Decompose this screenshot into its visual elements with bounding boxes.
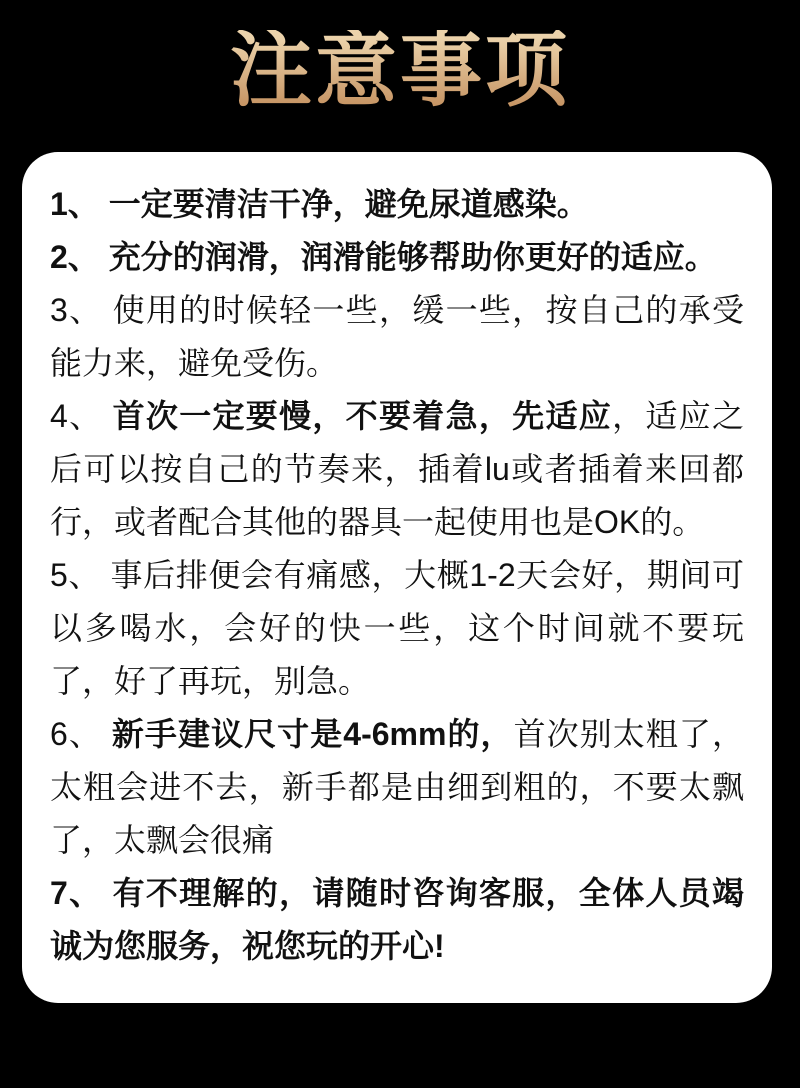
notice-item-segment: 首次别太粗了，太粗会进不去，新手都是由细到粗的，不要太飘了，太飘会很痛 xyxy=(50,716,744,858)
notice-item xyxy=(50,390,744,549)
notice-list xyxy=(50,178,744,973)
notice-item-segment: 首次一定要慢，不要着急，先适应 xyxy=(112,398,613,434)
notice-item xyxy=(50,231,744,284)
notice-item-segment: 1、 一定要清洁干净，避免尿道感染。 xyxy=(50,186,589,222)
notice-item xyxy=(50,867,744,973)
notice-item xyxy=(50,178,744,231)
notice-item-segment: 3、 使用的时候轻一些，缓一些，按自己的承受能力来，避免受伤。 xyxy=(50,292,744,381)
page-title: 注意事项 xyxy=(230,30,570,122)
notice-item-segment: 4、 xyxy=(50,398,113,434)
notice-item-segment: 6、 xyxy=(50,716,112,752)
notice-item-segment: 7、 有不理解的，请随时咨询客服，全体人员竭诚为您服务，祝您玩的开心! xyxy=(50,875,744,964)
notice-item-segment: 5、 事后排便会有痛感，大概1-2天会好，期间可以多喝水，会好的快一些，这个时间就不要玩了，好了再玩，别急。 xyxy=(50,557,744,699)
notice-item-segment: 2、 充分的润滑，润滑能够帮助你更好的适应。 xyxy=(50,239,717,275)
notice-item-segment: ，适应之后可以按自己的节奏来，插着lu或者插着来回都行，或者配合其他的器具一起使用也是OK的。 xyxy=(50,398,744,540)
notice-item xyxy=(50,284,744,390)
notice-item-segment: 新手建议尺寸是4-6mm的， xyxy=(111,716,514,752)
notice-card xyxy=(22,152,772,1003)
header xyxy=(0,0,800,152)
notice-item xyxy=(50,549,744,708)
notice-item xyxy=(50,708,744,867)
